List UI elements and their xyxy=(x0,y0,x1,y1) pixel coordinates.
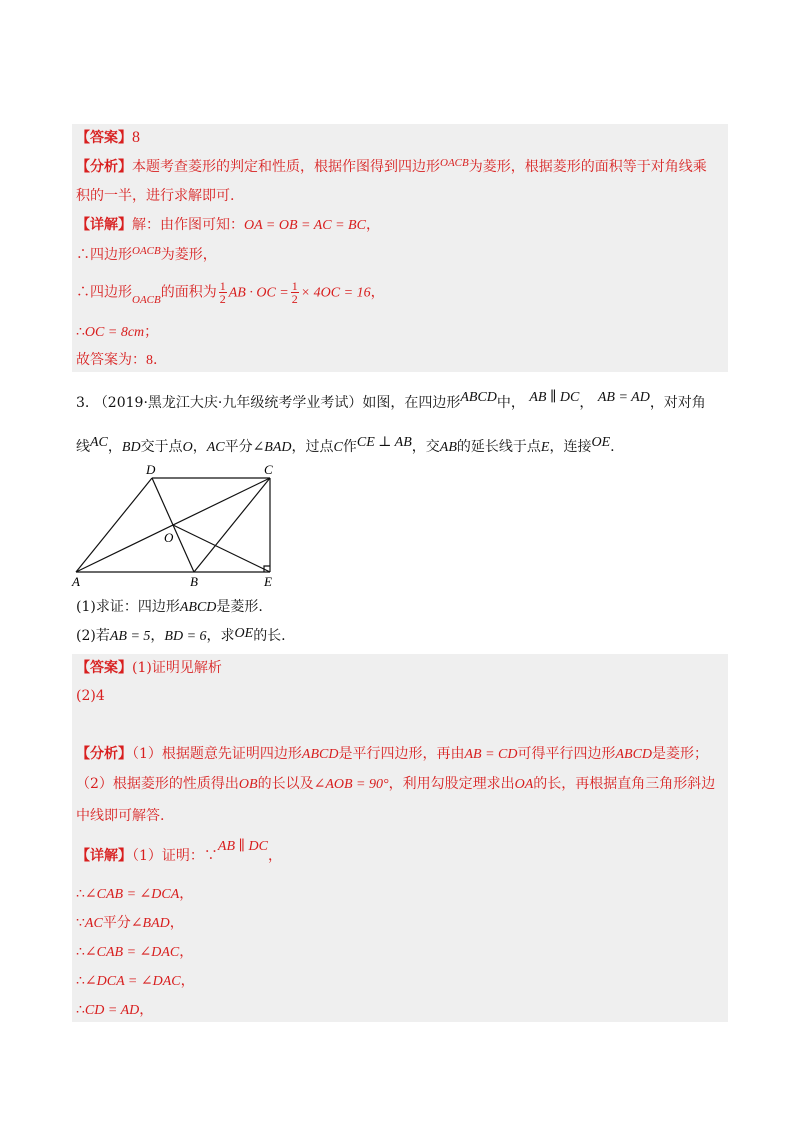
detail-tag: 【详解】 xyxy=(76,217,132,233)
label-D: D xyxy=(146,462,156,477)
geometry-figure xyxy=(60,460,300,590)
segment-OE xyxy=(173,525,270,572)
detail-line-5: 故答案为：8. xyxy=(76,352,158,368)
answer-line-1 xyxy=(76,128,140,148)
analysis2-line-1: 【分析】（1）根据题意先证明四边形ABCD是平行四边形，再由AB = CD可得平行四边形ABCD是菱形； xyxy=(76,746,709,762)
proof-step-1: ∴∠CAB = ∠DCA， xyxy=(76,886,194,902)
answer-tag-2: 【答案】 xyxy=(76,660,132,676)
proof-step-2: ∵AC平分∠BAD， xyxy=(76,915,184,931)
proof-step-3: ∴∠CAB = ∠DAC， xyxy=(76,944,194,960)
segment-BC xyxy=(194,478,270,572)
analysis-line-1: 【分析】本题考查菱形的判定和性质，根据作图得到四边形$^{OACB}$为菱形，根据菱形的面积等于对角线乘 xyxy=(76,157,707,175)
label-E: E xyxy=(264,574,272,589)
answer-tag: 【答案】 xyxy=(76,130,132,146)
question-1: (1)求证：四边形ABCD是菱形. xyxy=(76,599,263,615)
detail-tag-2: 【详解】 xyxy=(76,848,132,864)
proof-step-5: ∴CD = AD， xyxy=(76,1002,154,1018)
detail-line-2: ∴四边形$^{OACB}$为菱形， xyxy=(76,245,217,263)
problem-number: 3. xyxy=(76,395,90,411)
answer2-line-1: 【答案】(1)证明见解析 xyxy=(76,660,222,676)
label-A: A xyxy=(72,574,80,589)
analysis-tag-2: 【分析】 xyxy=(76,746,132,762)
problem-line-1: 3. （2019·黑龙江大庆·九年级统考学业考试）如图，在四边形ABCD中， AB ∥ DC， AB = AD，对对角 xyxy=(76,390,706,411)
detail2-line-1: 【详解】（1）证明：∵AB ∥ DC， xyxy=(76,839,282,864)
segment-AD xyxy=(76,478,152,572)
analysis2-line-3: 中线即可解答. xyxy=(76,808,165,824)
detail-line-3: ∴四边形$_{OACB}$的面积为 $\frac{1}{2}$ AB · OC = $\frac{1}{2}$ × 4OC = 16， xyxy=(76,279,385,306)
question-2: (2)若AB = 5，BD = 6，求OE的长. xyxy=(76,626,286,644)
analysis-line-2: 积的一半，进行求解即可. xyxy=(76,188,235,204)
answer-block-2 xyxy=(72,654,728,1022)
problem-line-2: 线AC，BD交于点O，AC平分∠BAD，过点C作CE ⊥ AB，交AB的延长线于点E，连接OE. xyxy=(76,435,615,455)
detail-line-4: ∴OC = 8cm； xyxy=(76,324,159,340)
proof-step-4: ∴∠DCA = ∠DAC， xyxy=(76,973,195,989)
detail-line-1: 【详解】解：由作图可知：OA = OB = AC = BC， xyxy=(76,217,380,233)
answer2-line-2: (2)4 xyxy=(76,688,105,704)
label-O: O xyxy=(164,530,174,545)
analysis-tag: 【分析】 xyxy=(76,159,132,175)
answer-value: 8 xyxy=(132,129,140,146)
fraction-half-1: $\frac{1}{2}$ xyxy=(219,279,226,306)
label-B: B xyxy=(190,574,198,589)
label-C: C xyxy=(264,462,273,477)
fraction-half-2: $\frac{1}{2}$ xyxy=(291,279,298,306)
analysis2-line-2: （2）根据菱形的性质得出OB的长以及∠AOB = 90°，利用勾股定理求出OA的长，再根据直角三角形斜边 xyxy=(76,776,716,792)
